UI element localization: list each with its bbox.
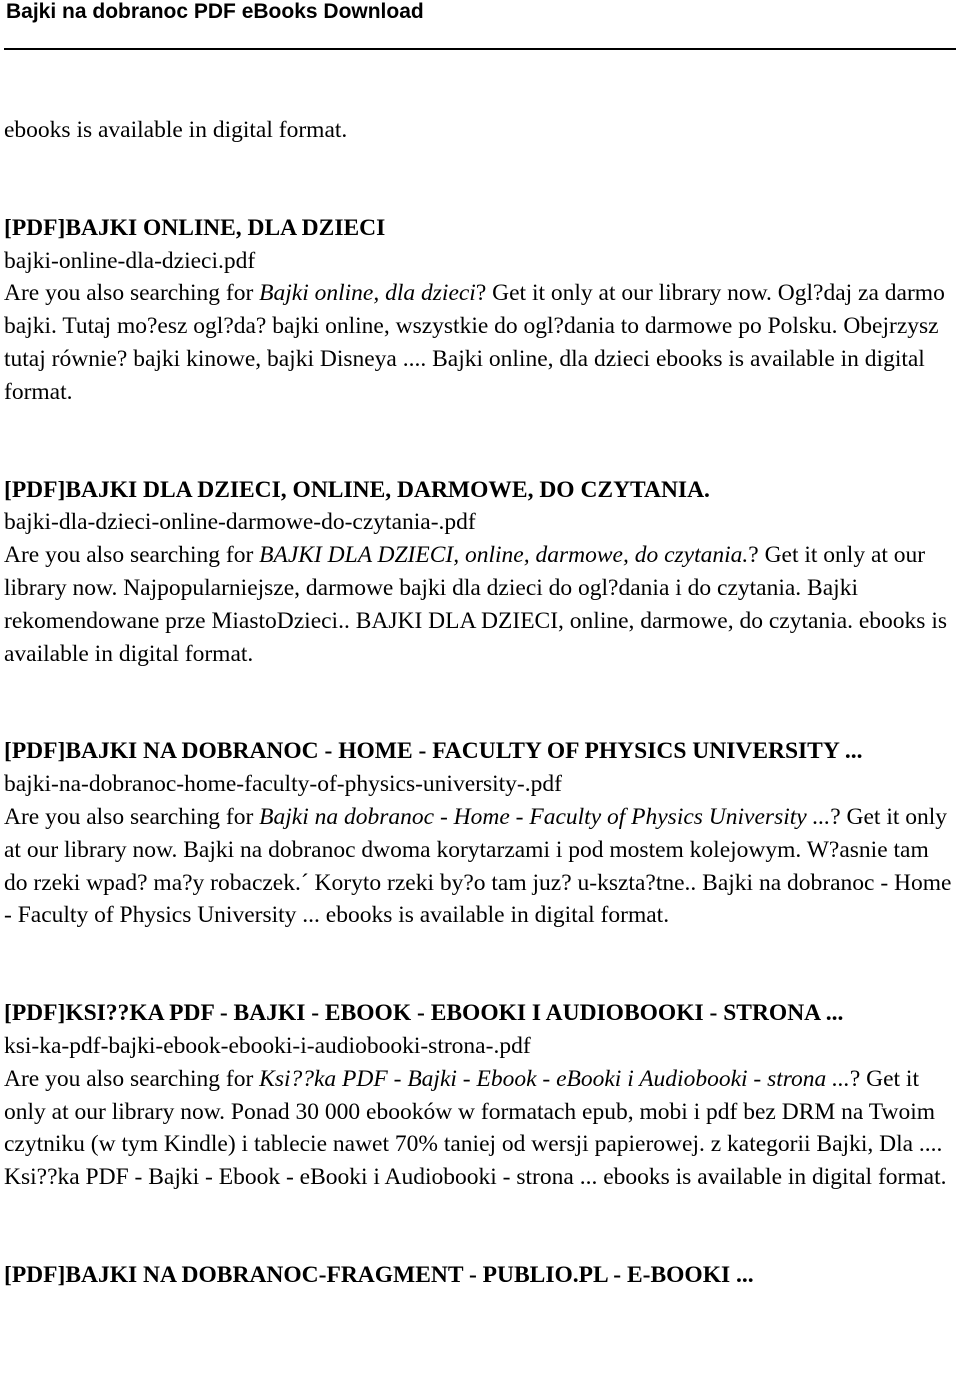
result-entry: [4, 474, 954, 671]
header-divider: [4, 48, 956, 50]
description-lead: Are you also searching for: [4, 542, 260, 569]
result-entry: [4, 1259, 954, 1292]
result-description: [4, 801, 954, 932]
description-rest: ? Get it only at our library now. Najpopularniejsze, darmowe bajki dla dzieci do ogl?dania i do czytania. Bajki rekomendowane prze MiastoDzieci.. BAJKI DLA DZIECI, online, darmowe, do czytania. ebooks is available in digital format.: [4, 542, 948, 667]
result-filename: bajki-na-dobranoc-home-faculty-of-physics-university-.pdf: [4, 771, 562, 798]
result-entry: [4, 735, 954, 932]
intro-text: ebooks is available in digital format.: [4, 117, 348, 143]
result-entry: [4, 212, 954, 409]
search-query: Bajki online, dla dzieci: [259, 280, 476, 307]
search-query: Ksi??ka PDF - Bajki - Ebook - eBooki i Audiobooki - strona ...: [259, 1065, 850, 1092]
page-header: [0, 0, 960, 52]
result-filename: ksi-ka-pdf-bajki-ebook-ebooki-i-audiobooki-strona-.pdf: [4, 1032, 531, 1059]
description-lead: Are you also searching for: [4, 1065, 260, 1092]
description-lead: Are you also searching for: [4, 280, 260, 307]
description-lead: Are you also searching for: [4, 803, 260, 830]
result-title-link[interactable]: [PDF]KSI??KA PDF - BAJKI - EBOOK - EBOOKI I AUDIOBOOKI - STRONA ...: [4, 1000, 844, 1027]
result-description: [4, 277, 954, 408]
result-entry: [4, 997, 954, 1194]
description-rest: ? Get it only at our library now. Bajki na dobranoc dwoma korytarzami i pod mostem kolejowym. W?asnie tam do rzeki wpad? ma?y robaczek.´ Koryto rzeki by?o tam juz? u-kszta?tne.. Bajki na dobranoc - Home - Faculty of Physics University ... ebooks is available in digital format.: [4, 803, 952, 929]
result-title-link[interactable]: [PDF]BAJKI NA DOBRANOC-FRAGMENT - PUBLIO.PL - E-BOOKI ...: [4, 1261, 754, 1288]
result-description: [4, 1063, 954, 1194]
description-rest: ? Get it only at our library now. Ogl?daj za darmo bajki. Tutaj mo?esz ogl?da? bajki online, wszystkie do ogl?dania to darmowe po Polsku. Obejrzysz tutaj równie? bajki kinowe, bajki Disneya .... Bajki online, dla dzieci ebooks is available in digital format.: [4, 280, 945, 405]
result-filename: bajki-online-dla-dzieci.pdf: [4, 247, 256, 274]
result-description: [4, 539, 954, 670]
page-title: Bajki na dobranoc PDF eBooks Download: [6, 0, 424, 23]
result-title-link[interactable]: [PDF]BAJKI ONLINE, DLA DZIECI: [4, 214, 386, 241]
results-list: [4, 114, 954, 1357]
result-title-link[interactable]: [PDF]BAJKI DLA DZIECI, ONLINE, DARMOWE, DO CZYTANIA.: [4, 476, 710, 503]
result-filename: bajki-dla-dzieci-online-darmowe-do-czytania-.pdf: [4, 509, 476, 536]
search-query: Bajki na dobranoc - Home - Faculty of Physics University ...: [259, 803, 831, 830]
result-title-link[interactable]: [PDF]BAJKI NA DOBRANOC - HOME - FACULTY OF PHYSICS UNIVERSITY ...: [4, 738, 863, 765]
description-rest: ? Get it only at our library now. Ponad 30 000 ebooków w formatach epub, mobi i pdf bez DRM na Twoim czytniku (w tym Kindle) i tablecie nawet 70% taniej od wersji papierowej. z kategorii Bajki, Dla .... Ksi??ka PDF - Bajki - Ebook - eBooki i Audiobooki - strona ... ebooks is available in digital format.: [4, 1065, 947, 1191]
search-query: BAJKI DLA DZIECI, online, darmowe, do czytania.: [259, 542, 749, 569]
